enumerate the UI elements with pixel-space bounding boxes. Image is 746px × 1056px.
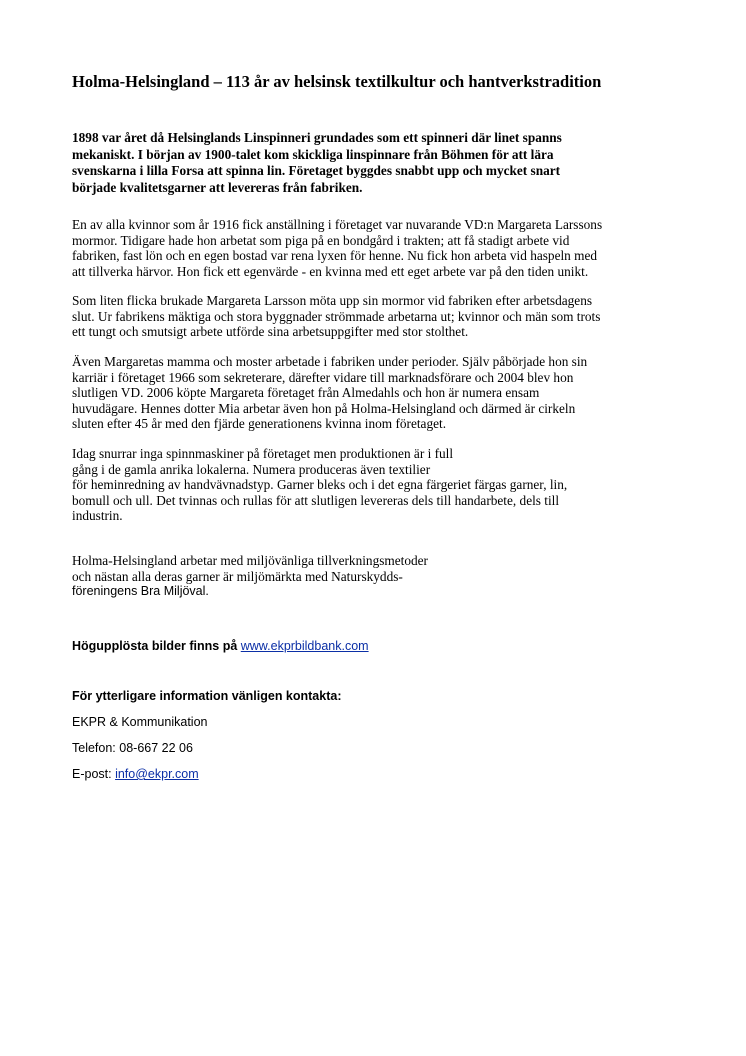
lead-line: 1898 var året då Helsinglands Linspinneri grundades som ett spinneri där linet spanns (72, 130, 562, 145)
contact-email (72, 766, 199, 782)
paragraph-line: sluten efter 45 år med den fjärde generationens kvinna inom företaget. (72, 416, 447, 431)
lead-line: började kvalitetsgarner att levereras från fabriken. (72, 179, 363, 195)
lead-line: svenskarna i lilla Forsa att spinna lin. Företaget byggdes snabbt upp och mycket snart (72, 163, 561, 178)
paragraph-line: slut. Ur fabrikens mäktiga och stora byggnader strömmade arbetarna ut; kvinnor och män som trots (72, 308, 601, 324)
paragraph-line: föreningens Bra Miljöval. (72, 584, 209, 598)
paragraph-line: mormor. Tidigare hade hon arbetat som piga på en bondgård i trakten; att få stadigt arbete vid (72, 232, 570, 248)
paragraph-line: bomull och ull. Det tvinnas och rullas för att slutligen levereras dels till handarbete, dels till (72, 492, 560, 508)
paragraph-line: ett tungt och smutsigt arbete utförde sina arbetsuppgifter med stor stolthet. (72, 324, 469, 339)
body-paragraph-5 (72, 553, 428, 600)
paragraph-line: Även Margaretas mamma och moster arbetade i fabriken under perioder. Själv påbörjade hon sin (72, 354, 588, 369)
paragraph-line: att tillverka härvor. Hon fick ett egenvärde - en kvinna med ett eget arbete var på den tiden unikt. (72, 263, 589, 279)
images-label: Högupplösta bilder finns på (72, 639, 241, 653)
paragraph-line: karriär i företaget 1966 som sekreterare, därefter vidare till marknadsförare och 2004 blev hon (72, 369, 574, 385)
paragraph-line: Som liten flicka brukade Margareta Larsson möta upp sin mormor vid fabriken efter arbetsdagens (72, 293, 593, 308)
paragraph-line: huvudägare. Hennes dotter Mia arbetar även hon på Holma-Helsingland och därmed är cirkeln (72, 400, 576, 416)
contact-company: EKPR & Kommunikation (72, 715, 208, 729)
paragraph-line: och nästan alla deras garner är miljömärkta med Naturskydds- (72, 568, 403, 584)
contact-heading: För ytterligare information vänligen kontakta: (72, 689, 342, 703)
paragraph-line: Holma-Helsingland arbetar med miljövänliga tillverkningsmetoder (72, 553, 428, 568)
image-bank-link[interactable]: www.ekprbildbank.com (240, 639, 369, 653)
paragraph-line: industrin. (72, 508, 123, 523)
contact-phone: Telefon: 08-667 22 06 (72, 741, 193, 755)
paragraph-line: Idag snurrar inga spinnmaskiner på företaget men produktionen är i full (72, 446, 454, 461)
email-label: E-post: (72, 767, 116, 781)
paragraph-line: fabriken, fast lön och en egen bostad var rena lyxen för henne. Nu fick hon arbeta vid haspeln med (72, 248, 598, 263)
email-link[interactable]: info@ekpr.com (115, 767, 199, 781)
body-paragraph-2 (72, 293, 600, 340)
paragraph-line: för heminredning av handvävnadstyp. Garner bleks och i det egna färgeriet färgas garner, lin, (72, 477, 568, 492)
paragraph-line: gång i de gamla anrika lokalerna. Numera produceras även textilier (72, 461, 431, 477)
images-info (72, 638, 369, 654)
body-paragraph-3 (72, 354, 587, 432)
paragraph-line: En av alla kvinnor som år 1916 fick anställning i företaget var nuvarande VD:n Margareta Larssons (72, 217, 603, 232)
body-paragraph-4 (72, 446, 567, 524)
body-paragraph-1 (72, 217, 602, 279)
lead-line: mekaniskt. I början av 1900-talet kom skickliga linspinnare från Böhmen för att lära (72, 146, 554, 162)
document-title: Holma-Helsingland – 113 år av helsinsk textilkultur och hantverkstradition (72, 72, 602, 91)
paragraph-line: slutligen VD. 2006 köpte Margareta företaget från Almedahls och hon är numera ensam (72, 385, 540, 400)
lead-paragraph (72, 130, 672, 196)
